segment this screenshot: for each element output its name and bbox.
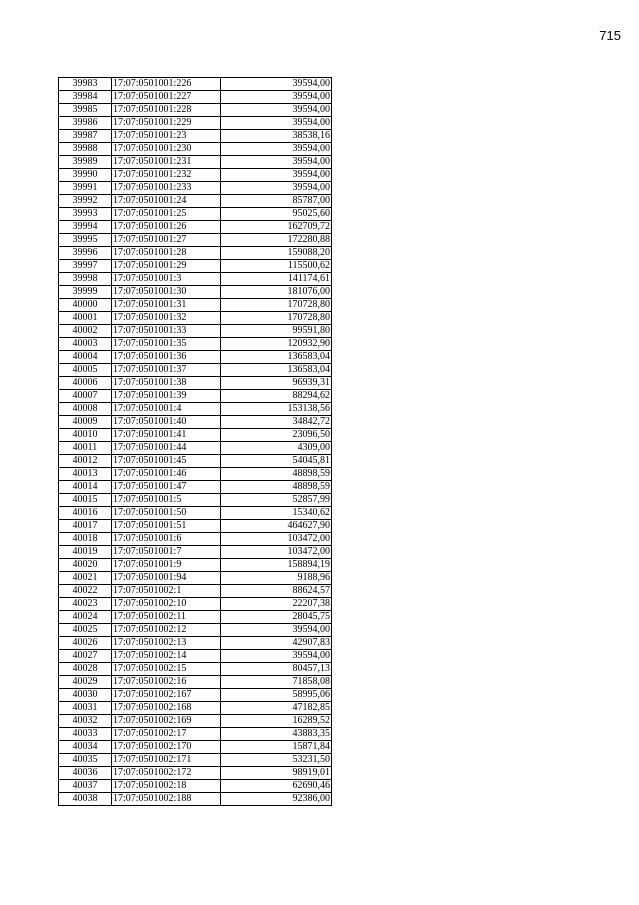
row-index-cell: 39992 <box>59 195 112 208</box>
cadastral-number-cell: 17:07:0501001:36 <box>112 351 221 364</box>
cadastral-number-cell: 17:07:0501002:1 <box>112 585 221 598</box>
row-index-cell: 40025 <box>59 624 112 637</box>
value-cell: 181076,00 <box>221 286 332 299</box>
value-cell: 103472,00 <box>221 533 332 546</box>
page-number: 715 <box>599 28 621 43</box>
value-cell: 39594,00 <box>221 650 332 663</box>
cadastral-number-cell: 17:07:0501001:38 <box>112 377 221 390</box>
value-cell: 172280,88 <box>221 234 332 247</box>
cadastral-number-cell: 17:07:0501001:6 <box>112 533 221 546</box>
table-row <box>59 182 332 195</box>
table-row <box>59 611 332 624</box>
value-cell: 47182,85 <box>221 702 332 715</box>
value-cell: 9188,96 <box>221 572 332 585</box>
table-row <box>59 598 332 611</box>
value-cell: 88624,57 <box>221 585 332 598</box>
table-row <box>59 715 332 728</box>
cadastral-number-cell: 17:07:0501001:39 <box>112 390 221 403</box>
row-index-cell: 40007 <box>59 390 112 403</box>
cadastral-number-cell: 17:07:0501002:15 <box>112 663 221 676</box>
table-row <box>59 416 332 429</box>
row-index-cell: 40032 <box>59 715 112 728</box>
table-row <box>59 637 332 650</box>
table-row <box>59 442 332 455</box>
value-cell: 170728,80 <box>221 312 332 325</box>
table-row <box>59 117 332 130</box>
row-index-cell: 40020 <box>59 559 112 572</box>
value-cell: 39594,00 <box>221 143 332 156</box>
table-row <box>59 286 332 299</box>
table-row <box>59 507 332 520</box>
table-row <box>59 130 332 143</box>
value-cell: 53231,50 <box>221 754 332 767</box>
row-index-cell: 40012 <box>59 455 112 468</box>
row-index-cell: 40027 <box>59 650 112 663</box>
row-index-cell: 40029 <box>59 676 112 689</box>
cadastral-number-cell: 17:07:0501001:27 <box>112 234 221 247</box>
cadastral-number-cell: 17:07:0501001:45 <box>112 455 221 468</box>
value-cell: 136583,04 <box>221 351 332 364</box>
value-cell: 39594,00 <box>221 182 332 195</box>
row-index-cell: 40011 <box>59 442 112 455</box>
value-cell: 136583,04 <box>221 364 332 377</box>
row-index-cell: 40001 <box>59 312 112 325</box>
cadastral-number-cell: 17:07:0501001:50 <box>112 507 221 520</box>
row-index-cell: 40034 <box>59 741 112 754</box>
cadastral-number-cell: 17:07:0501002:10 <box>112 598 221 611</box>
cadastral-number-cell: 17:07:0501002:171 <box>112 754 221 767</box>
value-cell: 103472,00 <box>221 546 332 559</box>
row-index-cell: 40037 <box>59 780 112 793</box>
cadastral-number-cell: 17:07:0501001:46 <box>112 468 221 481</box>
cadastral-number-cell: 17:07:0501001:229 <box>112 117 221 130</box>
value-cell: 52857,99 <box>221 494 332 507</box>
row-index-cell: 39988 <box>59 143 112 156</box>
table-row <box>59 104 332 117</box>
cadastral-number-cell: 17:07:0501001:228 <box>112 104 221 117</box>
value-cell: 162709,72 <box>221 221 332 234</box>
row-index-cell: 40008 <box>59 403 112 416</box>
row-index-cell: 39999 <box>59 286 112 299</box>
table-row <box>59 377 332 390</box>
cadastral-number-cell: 17:07:0501001:94 <box>112 572 221 585</box>
table-row <box>59 676 332 689</box>
table-row <box>59 429 332 442</box>
value-cell: 39594,00 <box>221 104 332 117</box>
cadastral-number-cell: 17:07:0501001:24 <box>112 195 221 208</box>
table-row <box>59 533 332 546</box>
row-index-cell: 40018 <box>59 533 112 546</box>
cadastral-number-cell: 17:07:0501001:5 <box>112 494 221 507</box>
row-index-cell: 40015 <box>59 494 112 507</box>
table-row <box>59 143 332 156</box>
table-row <box>59 364 332 377</box>
row-index-cell: 40022 <box>59 585 112 598</box>
row-index-cell: 40024 <box>59 611 112 624</box>
row-index-cell: 39995 <box>59 234 112 247</box>
table-row <box>59 494 332 507</box>
table-row <box>59 650 332 663</box>
row-index-cell: 40003 <box>59 338 112 351</box>
value-cell: 54045,81 <box>221 455 332 468</box>
cadastral-number-cell: 17:07:0501002:188 <box>112 793 221 806</box>
value-cell: 95025,60 <box>221 208 332 221</box>
row-index-cell: 39998 <box>59 273 112 286</box>
value-cell: 464627,90 <box>221 520 332 533</box>
table-row <box>59 299 332 312</box>
row-index-cell: 40016 <box>59 507 112 520</box>
table-row <box>59 767 332 780</box>
row-index-cell: 40019 <box>59 546 112 559</box>
value-cell: 141174,61 <box>221 273 332 286</box>
cadastral-number-cell: 17:07:0501001:7 <box>112 546 221 559</box>
value-cell: 4309,00 <box>221 442 332 455</box>
cadastral-number-cell: 17:07:0501001:35 <box>112 338 221 351</box>
table-row <box>59 780 332 793</box>
row-index-cell: 39991 <box>59 182 112 195</box>
row-index-cell: 40033 <box>59 728 112 741</box>
cadastral-number-cell: 17:07:0501001:30 <box>112 286 221 299</box>
row-index-cell: 40004 <box>59 351 112 364</box>
table-row <box>59 624 332 637</box>
cadastral-number-cell: 17:07:0501001:32 <box>112 312 221 325</box>
value-cell: 39594,00 <box>221 169 332 182</box>
table-row <box>59 195 332 208</box>
table-body <box>59 78 332 806</box>
cadastral-number-cell: 17:07:0501001:25 <box>112 208 221 221</box>
value-cell: 88294,62 <box>221 390 332 403</box>
value-cell: 39594,00 <box>221 78 332 91</box>
value-cell: 99591,80 <box>221 325 332 338</box>
table-row <box>59 702 332 715</box>
value-cell: 71858,08 <box>221 676 332 689</box>
table-row <box>59 455 332 468</box>
table-row <box>59 247 332 260</box>
row-index-cell: 39987 <box>59 130 112 143</box>
value-cell: 158894,19 <box>221 559 332 572</box>
table-row <box>59 351 332 364</box>
row-index-cell: 40036 <box>59 767 112 780</box>
value-cell: 96939,31 <box>221 377 332 390</box>
cadastral-number-cell: 17:07:0501002:13 <box>112 637 221 650</box>
row-index-cell: 39984 <box>59 91 112 104</box>
table-row <box>59 572 332 585</box>
cadastral-number-cell: 17:07:0501002:169 <box>112 715 221 728</box>
row-index-cell: 40026 <box>59 637 112 650</box>
value-cell: 92386,00 <box>221 793 332 806</box>
table-row <box>59 689 332 702</box>
value-cell: 58995,06 <box>221 689 332 702</box>
value-cell: 39594,00 <box>221 156 332 169</box>
row-index-cell: 39985 <box>59 104 112 117</box>
cadastral-number-cell: 17:07:0501001:233 <box>112 182 221 195</box>
table-row <box>59 520 332 533</box>
cadastral-number-cell: 17:07:0501001:31 <box>112 299 221 312</box>
value-cell: 38538,16 <box>221 130 332 143</box>
table-row <box>59 78 332 91</box>
cadastral-number-cell: 17:07:0501002:14 <box>112 650 221 663</box>
table-row <box>59 208 332 221</box>
value-cell: 62690,46 <box>221 780 332 793</box>
table-row <box>59 273 332 286</box>
cadastral-number-cell: 17:07:0501001:23 <box>112 130 221 143</box>
table-row <box>59 728 332 741</box>
row-index-cell: 39997 <box>59 260 112 273</box>
row-index-cell: 40030 <box>59 689 112 702</box>
row-index-cell: 40035 <box>59 754 112 767</box>
row-index-cell: 40013 <box>59 468 112 481</box>
value-cell: 48898,59 <box>221 481 332 494</box>
row-index-cell: 40028 <box>59 663 112 676</box>
row-index-cell: 40023 <box>59 598 112 611</box>
row-index-cell: 40017 <box>59 520 112 533</box>
row-index-cell: 39996 <box>59 247 112 260</box>
cadastral-number-cell: 17:07:0501001:40 <box>112 416 221 429</box>
cadastral-number-cell: 17:07:0501002:11 <box>112 611 221 624</box>
row-index-cell: 39989 <box>59 156 112 169</box>
row-index-cell: 40014 <box>59 481 112 494</box>
value-cell: 159088,20 <box>221 247 332 260</box>
value-cell: 48898,59 <box>221 468 332 481</box>
row-index-cell: 40006 <box>59 377 112 390</box>
row-index-cell: 39994 <box>59 221 112 234</box>
row-index-cell: 39986 <box>59 117 112 130</box>
table-row <box>59 221 332 234</box>
cadastral-number-cell: 17:07:0501002:16 <box>112 676 221 689</box>
value-cell: 28045,75 <box>221 611 332 624</box>
value-cell: 42907,83 <box>221 637 332 650</box>
cadastral-number-cell: 17:07:0501001:44 <box>112 442 221 455</box>
value-cell: 80457,13 <box>221 663 332 676</box>
table-row <box>59 325 332 338</box>
cadastral-number-cell: 17:07:0501001:4 <box>112 403 221 416</box>
cadastral-number-cell: 17:07:0501001:51 <box>112 520 221 533</box>
table-row <box>59 234 332 247</box>
table-row <box>59 390 332 403</box>
cadastral-number-cell: 17:07:0501002:170 <box>112 741 221 754</box>
value-cell: 115500,62 <box>221 260 332 273</box>
cadastral-number-cell: 17:07:0501001:28 <box>112 247 221 260</box>
value-cell: 153138,56 <box>221 403 332 416</box>
row-index-cell: 40038 <box>59 793 112 806</box>
cadastral-number-cell: 17:07:0501001:37 <box>112 364 221 377</box>
cadastral-number-cell: 17:07:0501001:232 <box>112 169 221 182</box>
value-cell: 39594,00 <box>221 624 332 637</box>
row-index-cell: 40010 <box>59 429 112 442</box>
table-row <box>59 481 332 494</box>
value-cell: 98919,01 <box>221 767 332 780</box>
row-index-cell: 40021 <box>59 572 112 585</box>
row-index-cell: 39983 <box>59 78 112 91</box>
row-index-cell: 39993 <box>59 208 112 221</box>
cadastral-number-cell: 17:07:0501001:3 <box>112 273 221 286</box>
cadastral-number-cell: 17:07:0501001:41 <box>112 429 221 442</box>
row-index-cell: 40002 <box>59 325 112 338</box>
cadastral-number-cell: 17:07:0501001:230 <box>112 143 221 156</box>
table-row <box>59 312 332 325</box>
table-row <box>59 260 332 273</box>
cadastral-number-cell: 17:07:0501001:9 <box>112 559 221 572</box>
table-row <box>59 741 332 754</box>
value-cell: 15871,84 <box>221 741 332 754</box>
row-index-cell: 40000 <box>59 299 112 312</box>
table-row <box>59 91 332 104</box>
table-row <box>59 156 332 169</box>
value-cell: 15340,62 <box>221 507 332 520</box>
table-row <box>59 403 332 416</box>
value-cell: 34842,72 <box>221 416 332 429</box>
cadastral-number-cell: 17:07:0501001:231 <box>112 156 221 169</box>
cadastral-number-cell: 17:07:0501002:168 <box>112 702 221 715</box>
cadastral-number-cell: 17:07:0501001:26 <box>112 221 221 234</box>
cadastral-number-cell: 17:07:0501002:17 <box>112 728 221 741</box>
cadastral-number-cell: 17:07:0501002:167 <box>112 689 221 702</box>
row-index-cell: 40031 <box>59 702 112 715</box>
value-cell: 43883,35 <box>221 728 332 741</box>
row-index-cell: 40009 <box>59 416 112 429</box>
value-cell: 22207,38 <box>221 598 332 611</box>
value-cell: 39594,00 <box>221 91 332 104</box>
table-row <box>59 468 332 481</box>
table-row <box>59 169 332 182</box>
cadastral-number-cell: 17:07:0501001:33 <box>112 325 221 338</box>
cadastral-number-cell: 17:07:0501002:12 <box>112 624 221 637</box>
cadastral-number-cell: 17:07:0501001:29 <box>112 260 221 273</box>
row-index-cell: 40005 <box>59 364 112 377</box>
value-cell: 120932,90 <box>221 338 332 351</box>
table-row <box>59 546 332 559</box>
table-row <box>59 338 332 351</box>
cadastral-number-cell: 17:07:0501002:18 <box>112 780 221 793</box>
data-table <box>58 77 332 806</box>
value-cell: 170728,80 <box>221 299 332 312</box>
value-cell: 85787,00 <box>221 195 332 208</box>
row-index-cell: 39990 <box>59 169 112 182</box>
cadastral-number-cell: 17:07:0501001:227 <box>112 91 221 104</box>
table-row <box>59 585 332 598</box>
cadastral-number-cell: 17:07:0501001:226 <box>112 78 221 91</box>
cadastral-number-cell: 17:07:0501001:47 <box>112 481 221 494</box>
cadastral-number-cell: 17:07:0501002:172 <box>112 767 221 780</box>
table-row <box>59 559 332 572</box>
value-cell: 39594,00 <box>221 117 332 130</box>
value-cell: 16289,52 <box>221 715 332 728</box>
table-row <box>59 793 332 806</box>
value-cell: 23096,50 <box>221 429 332 442</box>
table-row <box>59 663 332 676</box>
table-row <box>59 754 332 767</box>
